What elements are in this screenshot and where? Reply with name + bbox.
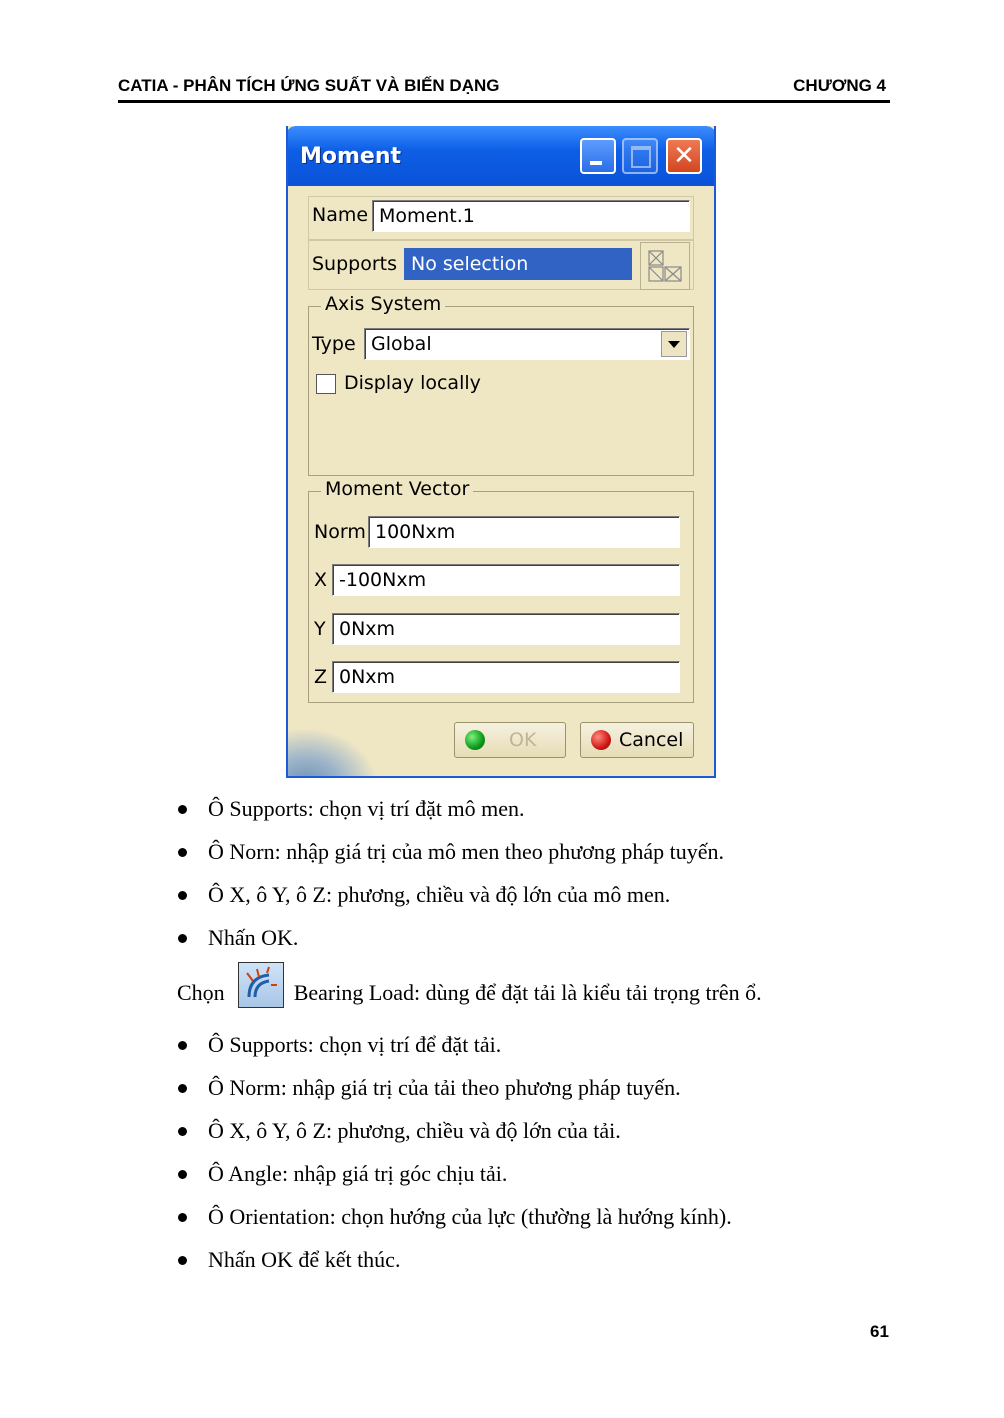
chon-prefix: Chọn bbox=[177, 980, 225, 1005]
supports-label: Supports bbox=[312, 253, 398, 275]
type-value: Global bbox=[371, 333, 432, 355]
norm-field[interactable]: 100Nxm bbox=[368, 516, 680, 548]
y-label: Y bbox=[314, 618, 326, 640]
bullet-icon bbox=[178, 805, 187, 814]
z-label: Z bbox=[314, 666, 328, 688]
cancel-label: Cancel bbox=[619, 729, 684, 751]
norm-label: Norm bbox=[314, 521, 366, 543]
bullet-icon bbox=[178, 1213, 187, 1222]
supports-selector-icon bbox=[641, 243, 689, 289]
page-header bbox=[118, 74, 890, 103]
ok-button[interactable] bbox=[454, 722, 566, 758]
ok-icon bbox=[465, 730, 485, 750]
type-label: Type bbox=[312, 333, 356, 355]
name-field[interactable]: Moment.1 bbox=[372, 200, 690, 232]
bullet-icon bbox=[178, 848, 187, 857]
chon-suffix: Bearing Load: dùng để đặt tải là kiểu tải trọng trên ổ. bbox=[293, 980, 762, 1005]
z-field[interactable]: 0Nxm bbox=[332, 661, 680, 693]
bearing-load-icon bbox=[238, 962, 284, 1008]
name-label: Name bbox=[312, 204, 369, 226]
chevron-down-icon[interactable] bbox=[661, 331, 687, 357]
x-label: X bbox=[314, 569, 328, 591]
corner-decoration bbox=[288, 728, 378, 776]
bullet-icon bbox=[178, 1256, 187, 1265]
display-locally-checkbox[interactable] bbox=[316, 374, 336, 394]
dialog-titlebar[interactable] bbox=[286, 126, 716, 186]
display-locally-label: Display locally bbox=[344, 372, 481, 394]
supports-field[interactable]: No selection bbox=[404, 248, 632, 280]
bullet-icon bbox=[178, 1170, 187, 1179]
ok-label: OK bbox=[509, 729, 537, 751]
bullet-icon bbox=[178, 1084, 187, 1093]
axis-system-caption: Axis System bbox=[321, 293, 445, 315]
bullet-icon bbox=[178, 934, 187, 943]
minimize-button[interactable] bbox=[580, 138, 616, 174]
dialog-title: Moment bbox=[300, 144, 402, 169]
bullet-icon bbox=[178, 891, 187, 900]
x-field[interactable]: -100Nxm bbox=[332, 564, 680, 596]
supports-selector-button[interactable] bbox=[640, 242, 690, 290]
moment-vector-caption: Moment Vector bbox=[321, 478, 473, 500]
moment-dialog bbox=[286, 126, 716, 778]
cancel-icon bbox=[591, 730, 611, 750]
page-number: 61 bbox=[870, 1322, 889, 1341]
cancel-button[interactable] bbox=[580, 722, 694, 758]
header-chapter: CHƯƠNG 4 bbox=[793, 76, 886, 95]
type-select[interactable] bbox=[364, 328, 690, 360]
close-button[interactable] bbox=[666, 138, 702, 174]
close-icon: ✕ bbox=[673, 141, 695, 171]
bullet-icon bbox=[178, 1127, 187, 1136]
header-title: CATIA - PHÂN TÍCH ỨNG SUẤT VÀ BIẾN DẠNG bbox=[118, 76, 500, 95]
y-field[interactable]: 0Nxm bbox=[332, 613, 680, 645]
maximize-button[interactable] bbox=[622, 138, 658, 174]
bullet-icon bbox=[178, 1041, 187, 1050]
